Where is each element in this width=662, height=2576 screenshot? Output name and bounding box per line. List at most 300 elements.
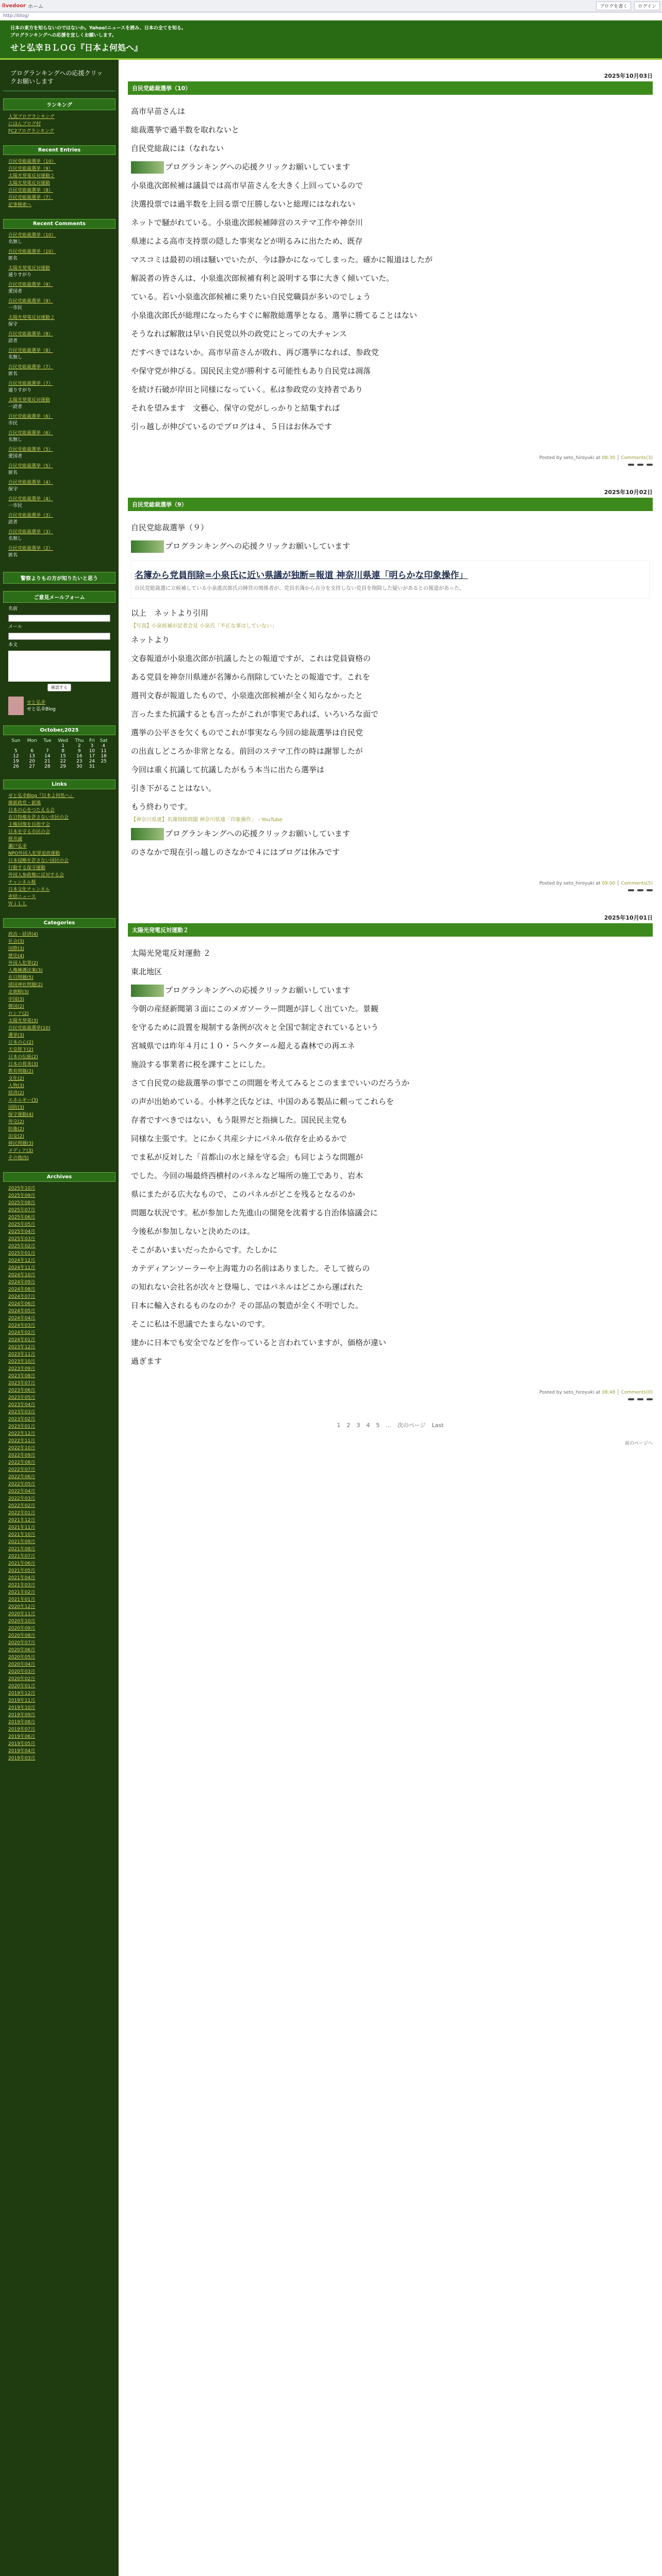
sidebar [0, 60, 119, 2576]
post-time-link[interactable]: 09:00 [602, 881, 616, 886]
archive-link[interactable]: 2023年02月 [8, 1417, 36, 1422]
link-item[interactable]: 産経ニュース [8, 894, 36, 900]
comment-post-link[interactable]: 自民党総裁選挙（8） [8, 332, 53, 337]
comments-link[interactable]: Comments(3) [621, 455, 653, 461]
archive-link[interactable]: 2019年06月 [8, 1734, 36, 1739]
category-link[interactable]: メディア(3) [8, 1148, 34, 1154]
calendar-date[interactable]: 8 [61, 749, 65, 754]
blog-post [128, 912, 653, 1400]
link-item[interactable]: チャンネル桜 [8, 880, 36, 885]
post-line: そこがあいまいだったからです。たしかに [131, 1245, 277, 1255]
category-link[interactable]: 在日問題(5) [8, 975, 34, 980]
archive-link[interactable]: 2025年01月 [8, 1251, 36, 1256]
post-line [131, 537, 650, 555]
archive-link[interactable]: 2019年07月 [8, 1727, 36, 1732]
header-desc-2: ブログランキングへの応援を宜しくお願いします。 [10, 33, 117, 38]
post-line: 日本に輸入されるものなのか？その部品の製造が全く不明でした。 [131, 1301, 363, 1310]
address-bar[interactable]: http://blog/ [0, 12, 662, 21]
prev-page-link[interactable]: 前のページへ [625, 1441, 653, 1446]
post-line: 宮城県では昨年４月に１０・５ヘクタール超える森林での再エネ [131, 1041, 355, 1050]
comment-post-link[interactable]: 自民党総裁選挙（7） [8, 381, 53, 386]
comment-post-link[interactable]: 自民党総裁選挙（5） [8, 447, 53, 452]
archive-link[interactable]: 2023年10月 [8, 1359, 36, 1364]
archive-link[interactable]: 2020年11月 [8, 1612, 36, 1617]
link-item[interactable]: 桜井誠 [8, 837, 23, 842]
link-item[interactable]: 日本の心をつたえる会 [8, 808, 55, 813]
archive-link[interactable]: 2019年09月 [8, 1713, 36, 1718]
link-item[interactable]: 瀬戸弘幸 [8, 844, 27, 849]
comments-link[interactable]: Comments(0) [621, 1390, 653, 1395]
archive-link[interactable]: 2022年10月 [8, 1446, 36, 1451]
mail-field[interactable] [8, 633, 110, 640]
archive-link[interactable]: 2022年12月 [8, 1431, 36, 1436]
tweet-button[interactable] [628, 889, 634, 891]
archive-link[interactable]: 2023年01月 [8, 1424, 36, 1429]
calendar-date[interactable]: 9 [77, 749, 81, 754]
post-meta-prefix: Posted by seto_hiroyuki at [539, 881, 602, 886]
archive-link[interactable]: 2021年06月 [8, 1561, 36, 1566]
calendar-date[interactable]: 27 [29, 764, 35, 769]
link-item[interactable]: 維新政党・新風 [8, 801, 41, 806]
comment-author: 市民 [8, 421, 18, 426]
post-line: 小泉進次郎候補は議員では高市早苗さんを大きく上回っているので [131, 181, 363, 190]
archive-link[interactable]: 2022年02月 [8, 1503, 36, 1509]
page-link[interactable]: ... [386, 1422, 391, 1429]
embedded-article[interactable] [131, 561, 650, 599]
archive-link[interactable]: 2024年05月 [8, 1309, 36, 1314]
archive-link[interactable]: 2021年03月 [8, 1583, 36, 1588]
calendar-date[interactable]: 18 [101, 754, 107, 759]
like-button[interactable] [637, 1398, 643, 1400]
post-time-link[interactable]: 08:30 [602, 455, 616, 461]
archive-link[interactable]: 2022年05月 [8, 1482, 36, 1487]
archive-link[interactable]: 2019年03月 [8, 1756, 36, 1761]
post-line: 今回は重く抗議して抗議したがもう本当に出たら選挙は [131, 765, 325, 774]
calendar-date[interactable] [24, 743, 41, 749]
calendar-date[interactable] [41, 743, 55, 749]
archive-link[interactable]: 2019年04月 [8, 1749, 36, 1754]
calendar-date[interactable]: 19 [13, 759, 19, 764]
category-link[interactable]: 外国人犯罪(2) [8, 961, 38, 966]
bookmark-button[interactable] [647, 889, 653, 891]
archive-link[interactable]: 2020年12月 [8, 1604, 36, 1609]
archive-link[interactable]: 2024年01月 [8, 1337, 36, 1343]
ranking-banner-icon[interactable] [131, 828, 164, 840]
archive-link[interactable]: 2024年12月 [8, 1258, 36, 1263]
calendar-date[interactable]: 4 [102, 743, 106, 749]
archive-link[interactable]: 2020年08月 [8, 1633, 36, 1638]
archive-link[interactable]: 2024年09月 [8, 1280, 36, 1285]
category-link[interactable]: 治安(2) [8, 1134, 24, 1139]
archive-link[interactable]: 2020年07月 [8, 1640, 36, 1646]
post-line: さて自民党の総裁選挙の事でこの問題を考えてみるとこのままでいいのだろうか [131, 1078, 410, 1088]
like-button[interactable] [637, 464, 643, 466]
post-line: 選挙の公平さを欠くものでこれが事実なら今回の総裁選挙は自民党 [131, 728, 363, 737]
calendar-day-name: Mon [27, 738, 37, 743]
archive-link[interactable]: 2023年07月 [8, 1381, 36, 1386]
archive-link[interactable]: 2020年01月 [8, 1684, 36, 1689]
page-link[interactable]: 3 [356, 1422, 360, 1429]
recent-entry-link[interactable]: 自民党総裁選挙（9） [8, 166, 53, 172]
post-line: 小泉進次郎氏が総理になったらすぐに解散総選挙となる。選挙に勝てることはない [131, 311, 418, 320]
post-line: 同様な主張です。とにかく共産シナにパネル依存を止めるかで [131, 1134, 347, 1143]
body-label: 本文 [8, 642, 18, 648]
recent-entry-link[interactable]: 自民党総裁選挙（10） [8, 159, 56, 164]
post-line: 言ったまた抗議するとも言ったがこれが事実であれば、いろいろな面で [131, 709, 379, 719]
category-link[interactable]: 外交(2) [8, 1120, 24, 1125]
archive-link[interactable]: 2022年04月 [8, 1489, 36, 1494]
link-item[interactable]: 日本文化チャンネル [8, 887, 50, 892]
archive-link[interactable]: 2021年12月 [8, 1518, 36, 1523]
ranking-prompt[interactable]: プログランキングへの応援クリックお願いしています [165, 829, 350, 838]
confirm-button[interactable]: 確認する [47, 684, 71, 691]
calendar-day-name: Sat [100, 738, 108, 743]
archive-link[interactable]: 2020年03月 [8, 1669, 36, 1674]
archive-link[interactable]: 2023年05月 [8, 1395, 36, 1400]
calendar-date[interactable]: 28 [44, 764, 51, 769]
archive-link[interactable]: 2020年06月 [8, 1648, 36, 1653]
archive-link[interactable]: 2022年11月 [8, 1438, 36, 1444]
calendar-date[interactable]: 15 [60, 754, 66, 759]
archive-link[interactable]: 2023年12月 [8, 1345, 36, 1350]
archive-link[interactable]: 2022年01月 [8, 1511, 36, 1516]
link-item[interactable]: 主権回復を目指す会 [8, 822, 51, 827]
archive-link[interactable]: 2025年08月 [8, 1200, 36, 1206]
recent-entry-link[interactable]: 太陽光発電反対運動 [8, 181, 51, 186]
like-button[interactable] [637, 889, 643, 891]
calendar-date[interactable]: 22 [60, 759, 66, 764]
comment-post-link[interactable]: 自民党総裁選挙（9） [8, 282, 53, 287]
category-link[interactable]: 保守運動(4) [8, 1112, 34, 1117]
write-blog-button[interactable]: ブログを書く [596, 2, 631, 10]
archive-link[interactable]: 2021年10月 [8, 1532, 36, 1537]
bookmark-button[interactable] [647, 1398, 653, 1400]
comment-item [8, 545, 110, 559]
name-field[interactable] [8, 615, 110, 622]
comment-post-link[interactable]: 自民党総裁選挙（2） [8, 546, 53, 551]
post-line: 建かに日本でも安全でなどを作っていると言われていますが、価格が違い [131, 1338, 387, 1347]
archive-link[interactable]: 2019年05月 [8, 1741, 36, 1747]
recent-entry-link[interactable]: 太陽光発電反対運動２ [8, 174, 55, 179]
archive-link[interactable]: 2024年04月 [8, 1316, 36, 1321]
archive-link[interactable]: 2024年03月 [8, 1323, 36, 1328]
avatar[interactable] [8, 697, 24, 715]
source-link[interactable]: 【写真】小泉候補が記者会見 小泉氏「不正な事はしていない」 [131, 623, 277, 629]
link-item[interactable]: 日本侵略を許さない国民の会 [8, 858, 69, 863]
calendar-date[interactable] [8, 743, 24, 749]
login-button[interactable]: ログイン [634, 2, 660, 10]
calendar-date[interactable]: 16 [76, 754, 82, 759]
archive-link[interactable]: 2023年03月 [8, 1410, 36, 1415]
ranking-link[interactable]: FC2ブログランキング [8, 129, 54, 134]
calendar-date[interactable]: 14 [44, 754, 51, 759]
comment-post-link[interactable]: 自民党総裁選挙（9） [8, 299, 53, 304]
link-item[interactable]: 在日特権を許さない市民の会 [8, 815, 69, 820]
link-item[interactable]: 外国人参政権に反対する会 [8, 873, 64, 878]
archive-link[interactable]: 2021年08月 [8, 1547, 36, 1552]
comment-post-link[interactable]: 自民党総裁選挙（5） [8, 464, 53, 469]
ranking-prompt[interactable]: プログランキングへの応援クリックお願いしています [165, 986, 350, 995]
comment-post-link[interactable]: 自民党総裁選挙（4） [8, 480, 53, 485]
calendar-date[interactable]: 26 [13, 764, 19, 769]
archive-link[interactable]: 2020年04月 [8, 1662, 36, 1667]
archive-link[interactable]: 2019年12月 [8, 1691, 36, 1696]
post-line: 決選投票では過半数を上回る票で圧勝しないと総理にはなれない [131, 199, 356, 209]
comment-author: 匿名 [8, 470, 18, 476]
ranking-prompt[interactable]: プログランキングへの応援クリックお願いしています [165, 541, 350, 551]
link-item[interactable]: ＷｉＬＬ [8, 902, 27, 907]
categories-heading: Categories [3, 918, 115, 928]
browser-logo[interactable]: livedoor [2, 3, 26, 9]
calendar-date[interactable]: 6 [30, 749, 34, 754]
recent-entries-heading: Recent Entries [3, 145, 115, 155]
page-link[interactable]: 次のページ [397, 1422, 426, 1429]
tweet-button[interactable] [628, 1398, 634, 1400]
main-content [119, 60, 662, 2576]
page-link[interactable]: 2 [346, 1422, 351, 1429]
post-line: 問題な状況です。私が参加した先進山の開発を沈着する自治体協議会に [131, 1208, 378, 1217]
post-line [131, 824, 650, 843]
calendar-date[interactable]: 12 [13, 754, 19, 759]
archive-link[interactable]: 2022年09月 [8, 1453, 36, 1458]
archive-link[interactable]: 2021年04月 [8, 1575, 36, 1581]
archive-link[interactable]: 2022年03月 [8, 1496, 36, 1501]
comment-post-link[interactable]: 自民党総裁選挙（10） [8, 233, 56, 238]
category-link[interactable]: 日本の伝統(2) [8, 1055, 38, 1060]
category-link[interactable]: 人物(3) [8, 1083, 24, 1089]
body-textarea[interactable] [8, 651, 110, 682]
recent-entry-link[interactable]: 自民党総裁選挙（7） [8, 195, 53, 200]
category-link[interactable]: 日本の心(2) [8, 1040, 34, 1045]
comment-item [8, 314, 110, 328]
ranking-link[interactable]: 人気ブログランキング [8, 114, 55, 120]
comment-author: 愛国者 [8, 454, 23, 459]
link-item[interactable]: 日本を守る市民の会 [8, 829, 51, 835]
video-link[interactable]: 【神奈川県連】名簿削除問題 神奈川県連「印象操作」 - YouTube [131, 817, 283, 823]
post-title[interactable]: 太陽光発電反対運動２ [128, 923, 653, 937]
post-title[interactable]: 自民党総裁選挙（9） [128, 498, 653, 511]
calendar-date[interactable]: 29 [60, 764, 66, 769]
category-link[interactable]: 選挙(3) [8, 1033, 24, 1038]
archive-link[interactable]: 2021年01月 [8, 1597, 36, 1602]
archive-link[interactable]: 2020年10月 [8, 1619, 36, 1624]
calendar-date[interactable]: 21 [44, 759, 51, 764]
archive-link[interactable]: 2024年10月 [8, 1273, 36, 1278]
blog-title[interactable]: せと弘幸ＢＬＯＧ『日本よ何処へ』 [10, 43, 143, 53]
category-link[interactable]: 経済(2) [8, 1091, 24, 1096]
comment-post-link[interactable]: 自民党総裁選挙（6） [8, 414, 53, 419]
calendar-date[interactable]: 20 [29, 759, 35, 764]
archive-link[interactable]: 2021年05月 [8, 1568, 36, 1573]
ranking-prompt[interactable]: プログランキングへの応援クリックお願いしています [165, 162, 350, 172]
category-link[interactable]: 韓国(2) [8, 1004, 24, 1009]
page-link[interactable]: Last [432, 1422, 444, 1429]
archive-link[interactable]: 2019年11月 [8, 1698, 36, 1703]
calendar-date[interactable]: 23 [76, 759, 82, 764]
archive-link[interactable]: 2024年02月 [8, 1330, 36, 1335]
post-line: 週刊文春が報道したもので、小泉進次郎候補が全く知らなかったと [131, 691, 363, 700]
link-item[interactable]: 行動する保守運動 [8, 866, 46, 871]
category-link[interactable]: 文化(2) [8, 1076, 24, 1081]
calendar-date[interactable]: 3 [90, 743, 94, 749]
comment-author: 名無し [8, 355, 23, 360]
archive-link[interactable]: 2025年02月 [8, 1244, 36, 1249]
post-line: 総裁選挙で過半数を取れないと [131, 125, 240, 134]
archive-link[interactable]: 2020年02月 [8, 1676, 36, 1682]
bookmark-button[interactable] [647, 464, 653, 466]
calendar-date[interactable]: 31 [89, 764, 95, 769]
page-link[interactable]: 5 [376, 1422, 380, 1429]
post-line: 文春報道が小泉進次郎が抗議したとの報道ですが、これは党員資格の [131, 654, 371, 663]
archive-link[interactable]: 2023年11月 [8, 1352, 36, 1357]
comment-author: 一市民 [8, 503, 23, 509]
calendar-date[interactable]: 7 [46, 749, 49, 754]
archive-link[interactable]: 2025年05月 [8, 1222, 36, 1227]
browser-home[interactable]: ホーム [28, 4, 43, 10]
archive-link[interactable]: 2021年09月 [8, 1539, 36, 1545]
archive-link[interactable]: 2021年02月 [8, 1590, 36, 1595]
calendar-date[interactable]: 13 [29, 754, 35, 759]
archive-link[interactable]: 2024年11月 [8, 1265, 36, 1270]
comment-post-link[interactable]: 自民党総裁選挙（3） [8, 530, 53, 535]
archive-link[interactable]: 2023年09月 [8, 1366, 36, 1371]
comment-post-link[interactable]: 自民党総裁選挙（6） [8, 431, 53, 436]
ranking-link[interactable]: にほんブログ村 [8, 122, 41, 127]
calendar-date[interactable]: 17 [89, 754, 95, 759]
category-link[interactable]: 北朝鮮(3) [8, 990, 29, 995]
category-link[interactable]: ロシア(2) [8, 1011, 29, 1016]
calendar-date[interactable] [97, 764, 110, 769]
calendar-date[interactable]: 5 [14, 749, 18, 754]
archive-link[interactable]: 2019年10月 [8, 1705, 36, 1710]
category-link[interactable]: 太陽光発電(3) [8, 1019, 38, 1024]
ranking-banner-icon[interactable] [131, 985, 164, 997]
page-link[interactable]: 1 [337, 1422, 341, 1429]
comment-post-link[interactable]: 自民党総裁選挙（7） [8, 365, 53, 370]
comment-post-link[interactable]: 太陽光発電反対運動 [8, 266, 51, 271]
share-buttons [128, 464, 653, 466]
comment-author: 一読者 [8, 404, 23, 410]
archive-link[interactable]: 2025年03月 [8, 1236, 36, 1242]
comment-author: 愛国者 [8, 289, 23, 294]
archive-link[interactable]: 2024年07月 [8, 1294, 36, 1299]
category-link[interactable]: 政治・経済(4) [8, 932, 38, 937]
category-link[interactable]: 人権擁護法案(3) [8, 968, 43, 973]
archive-link[interactable]: 2024年06月 [8, 1301, 36, 1307]
category-link[interactable]: 日本の将来(3) [8, 1062, 38, 1067]
name-label: 名前 [8, 606, 18, 612]
comment-post-link[interactable]: 太陽光発電反対運動 [8, 398, 51, 403]
calendar-date[interactable]: 25 [101, 759, 107, 764]
post-line: ある党員を神奈川県連が名簿から削除していたとの報道です。これを [131, 672, 370, 682]
post-line: 施設する事業者に税を課すことにした。 [131, 1060, 271, 1069]
post-line: の知れない会社名が次々と登場し、ではパネルはどこから運ばれた [131, 1282, 363, 1292]
category-link[interactable]: 国際(3) [8, 946, 24, 952]
category-link[interactable]: その他(5) [8, 1156, 29, 1161]
post-line: 自民党総裁には（なれない [131, 144, 224, 153]
link-item[interactable]: せと弘幸Blog『日本よ何処へ』 [8, 793, 74, 799]
category-link[interactable]: 移民問題(3) [8, 1141, 34, 1146]
profile-name[interactable]: せと弘幸 [27, 700, 46, 705]
category-link[interactable]: 防衛(2) [8, 1127, 24, 1132]
comment-item [8, 347, 110, 361]
link-item[interactable]: NPO外国人犯罪追放運動 [8, 851, 60, 856]
calendar-date[interactable]: 30 [76, 764, 82, 769]
recent-entry-link[interactable]: 自民党総裁選挙（8） [8, 188, 53, 193]
embedded-title[interactable]: 名簿から党員削除=小泉氏に近い県議が独断=報道 神奈川県連「明らかな印象操作」 [135, 570, 468, 581]
category-link[interactable]: 自民党総裁選挙(10) [8, 1026, 51, 1031]
archive-link[interactable]: 2023年08月 [8, 1374, 36, 1379]
comment-post-link[interactable]: 自民党総裁選挙（8） [8, 348, 53, 353]
calendar-date[interactable]: 10 [89, 749, 95, 754]
category-link[interactable]: 社会(3) [8, 939, 24, 944]
comment-item [8, 479, 110, 493]
calendar-date[interactable]: 2 [77, 743, 81, 749]
calendar-date[interactable]: 24 [89, 759, 95, 764]
archive-link[interactable]: 2022年07月 [8, 1467, 36, 1472]
post-meta: Posted by seto_hiroyuki at 08:30 │ Comments(3) [539, 455, 653, 461]
category-link[interactable]: 歴史(4) [8, 954, 24, 959]
category-link[interactable]: 天皇陛下(2) [8, 1047, 34, 1053]
comment-author: 名無し [8, 437, 23, 443]
comments-link[interactable]: Comments(5) [621, 881, 653, 886]
post-line: 東北地区 [131, 967, 162, 976]
archive-link[interactable]: 2021年11月 [8, 1525, 36, 1530]
post-line: ネットより [131, 635, 170, 645]
calendar-day-name: Wed [58, 738, 69, 743]
post-line: 県にまたがる広大なもので、このパネルがどこを残るとなるのか [131, 1190, 355, 1199]
tweet-button[interactable] [628, 464, 634, 466]
category-link[interactable]: 国防(3) [8, 1105, 24, 1110]
archive-link[interactable]: 2022年08月 [8, 1460, 36, 1465]
archive-link[interactable]: 2019年08月 [8, 1720, 36, 1725]
ranking-banner-icon[interactable] [131, 540, 164, 553]
post-line: もう終わりです。 [131, 802, 192, 811]
archive-link[interactable]: 2021年07月 [8, 1554, 36, 1559]
category-link[interactable]: 靖国神社問題(2) [8, 982, 43, 988]
comment-post-link[interactable]: 太陽光発電反対運動２ [8, 315, 55, 320]
post-line: の出直しどころか非常となる。前回のステマ工作の時は謝罪したが [131, 747, 363, 756]
archive-link[interactable]: 2025年04月 [8, 1229, 36, 1234]
archive-link[interactable]: 2024年08月 [8, 1287, 36, 1292]
comment-post-link[interactable]: 自民党総裁選挙（3） [8, 513, 53, 518]
ranking-banner-icon[interactable] [131, 161, 164, 174]
page-link[interactable]: 4 [366, 1422, 370, 1429]
profile-sub: せと弘幸Blog [27, 706, 56, 712]
comment-post-link[interactable]: 自民党総裁選挙（10） [8, 249, 56, 255]
comment-post-link[interactable]: 自民党総裁選挙（4） [8, 497, 53, 502]
calendar-date[interactable]: 1 [61, 743, 65, 749]
header-desc-1: 日本の東方を知らないのではないか。Yahoo!ニュースを読み、日本の全てを知る。 [10, 26, 186, 31]
post-title[interactable]: 自民党総裁選挙（10） [128, 81, 653, 95]
post-time-link[interactable]: 08:48 [602, 1390, 616, 1395]
category-link[interactable]: 教育問題(2) [8, 1069, 34, 1074]
calendar-date[interactable]: 11 [101, 749, 107, 754]
archive-link[interactable]: 2023年04月 [8, 1402, 36, 1408]
archive-link[interactable]: 2025年10月 [8, 1186, 36, 1191]
archive-link[interactable]: 2022年06月 [8, 1475, 36, 1480]
category-link[interactable]: エネルギー(3) [8, 1098, 38, 1103]
archive-link[interactable]: 2023年06月 [8, 1388, 36, 1393]
entries-more-link[interactable]: 記事検索へ [8, 202, 32, 208]
archive-link[interactable]: 2020年05月 [8, 1655, 36, 1660]
archive-link[interactable]: 2025年06月 [8, 1215, 36, 1220]
archive-link[interactable]: 2020年09月 [8, 1626, 36, 1631]
archive-link[interactable]: 2025年07月 [8, 1208, 36, 1213]
comment-author: 名無し [8, 536, 23, 541]
category-link[interactable]: 中国(3) [8, 997, 24, 1002]
archive-link[interactable]: 2025年09月 [8, 1193, 36, 1198]
